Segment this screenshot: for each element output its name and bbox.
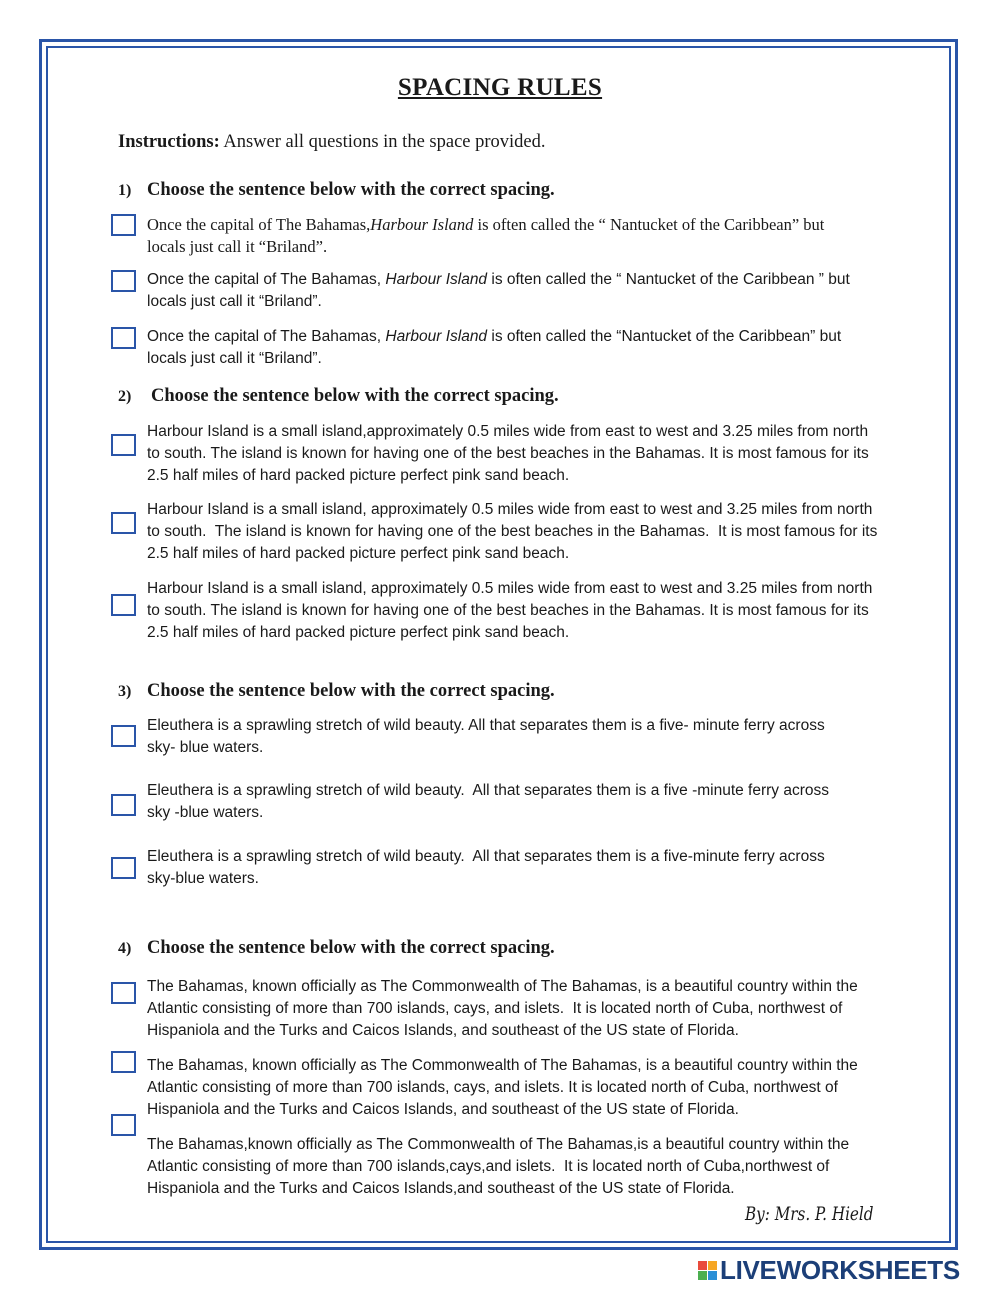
q2-option-2-checkbox[interactable] — [111, 512, 136, 534]
q2-option-3-checkbox[interactable] — [111, 594, 136, 616]
q4-option-2-text: The Bahamas, known officially as The Commonwealth of The Bahamas, is a beautiful country within the Atlantic consisting of more than 700 islands, cays, and islets. It is located north of Cuba, northwest of Hispaniola and the Turks and Caicos Islands, and southeast of the US state of Florida. — [147, 1057, 858, 1118]
logo-square — [698, 1261, 707, 1270]
question-4-heading — [118, 938, 555, 959]
question-2-heading — [118, 386, 559, 407]
q1-option-2-checkbox[interactable] — [111, 270, 136, 292]
q2-option-2-text: Harbour Island is a small island, approximately 0.5 miles wide from east to west and 3.25 miles from north to south. The island is known for having one of the best beaches in the Bahamas. It is most famous for its 2.5 half miles of hard packed picture perfect pink sand beach. — [147, 501, 878, 562]
q1-option-1-checkbox[interactable] — [111, 214, 136, 236]
question-number: 2) — [118, 388, 132, 405]
q4-option-1-checkbox[interactable] — [111, 982, 136, 1004]
q1-option-3-checkbox[interactable] — [111, 327, 136, 349]
q2-option-1-checkbox[interactable] — [111, 434, 136, 456]
logo-square — [708, 1261, 717, 1270]
q4-option-3-text: The Bahamas,known officially as The Commonwealth of The Bahamas,is a beautiful country within the Atlantic consisting of more than 700 islands,cays,and islets. It is located north of Cuba,northwest of Hispaniola and the Turks and Caicos Islands,and southeast of the US state of Florida. — [147, 1136, 850, 1197]
q1-option-2-text: Once the capital of The Bahamas, Harbour Island is often called the “ Nantucket of the Caribbean ” but locals just call it “Briland”. — [147, 271, 850, 310]
page-title: SPACING RULES — [397, 74, 603, 101]
question-1-heading — [118, 180, 555, 201]
question-3-heading — [118, 681, 555, 702]
instructions-text: Answer all questions in the space provided. — [219, 132, 546, 152]
instructions — [118, 132, 546, 153]
question-prompt: Choose the sentence below with the correct spacing. — [151, 386, 559, 406]
liveworksheets-logo[interactable] — [698, 1256, 960, 1284]
q1-option-3-text: Once the capital of The Bahamas, Harbour Island is often called the “Nantucket of the Caribbean” but locals just call it “Briland”. — [147, 328, 842, 367]
question-prompt: Choose the sentence below with the correct spacing. — [147, 180, 555, 200]
question-prompt: Choose the sentence below with the correct spacing. — [147, 938, 555, 958]
q4-option-2-checkbox[interactable] — [111, 1051, 136, 1073]
q3-option-1-checkbox[interactable] — [111, 725, 136, 747]
q2-option-1-text: Harbour Island is a small island,approximately 0.5 miles wide from east to west and 3.25 miles from north to south. The island is known for having one of the best beaches in the Bahamas. It is most famous for its 2.5 half miles of hard packed picture perfect pink sand beach. — [147, 423, 869, 484]
q4-option-1-text: The Bahamas, known officially as The Commonwealth of The Bahamas, is a beautiful country within the Atlantic consisting of more than 700 islands, cays, and islets. It is located north of Cuba, northwest of Hispaniola and the Turks and Caicos Islands, and southeast of the US state of Florida. — [147, 978, 858, 1039]
question-number: 4) — [118, 940, 132, 957]
question-number: 3) — [118, 683, 132, 700]
logo-text: LIVEWORKSHEETS — [720, 1254, 960, 1285]
q3-option-2-text: Eleuthera is a sprawling stretch of wild beauty. All that separates them is a five -minute ferry across sky -blue waters. — [147, 782, 830, 821]
q3-option-3-text: Eleuthera is a sprawling stretch of wild beauty. All that separates them is a five-minute ferry across sky-blue waters. — [147, 848, 825, 887]
q4-option-3-checkbox[interactable] — [111, 1114, 136, 1136]
q3-option-2-checkbox[interactable] — [111, 794, 136, 816]
question-prompt: Choose the sentence below with the correct spacing. — [147, 681, 555, 701]
logo-square — [708, 1271, 717, 1280]
liveworksheets-icon — [698, 1261, 717, 1280]
q3-option-1-text: Eleuthera is a sprawling stretch of wild beauty. All that separates them is a five- minute ferry across sky- blue waters. — [147, 717, 825, 756]
author-signature: By: Mrs. P. Hield — [745, 1203, 874, 1225]
instructions-label: Instructions: — [118, 132, 220, 152]
question-number: 1) — [118, 182, 132, 199]
q2-option-3-text: Harbour Island is a small island, approximately 0.5 miles wide from east to west and 3.25 miles from north to south. The island is known for having one of the best beaches in the Bahamas. It is most famous for its 2.5 half miles of hard packed picture perfect pink sand beach. — [147, 580, 873, 641]
q1-option-1-text: Once the capital of The Bahamas,Harbour Island is often called the “ Nantucket of the Caribbean” but locals just call it “Briland”. — [147, 215, 825, 256]
q3-option-3-checkbox[interactable] — [111, 857, 136, 879]
logo-square — [698, 1271, 707, 1280]
